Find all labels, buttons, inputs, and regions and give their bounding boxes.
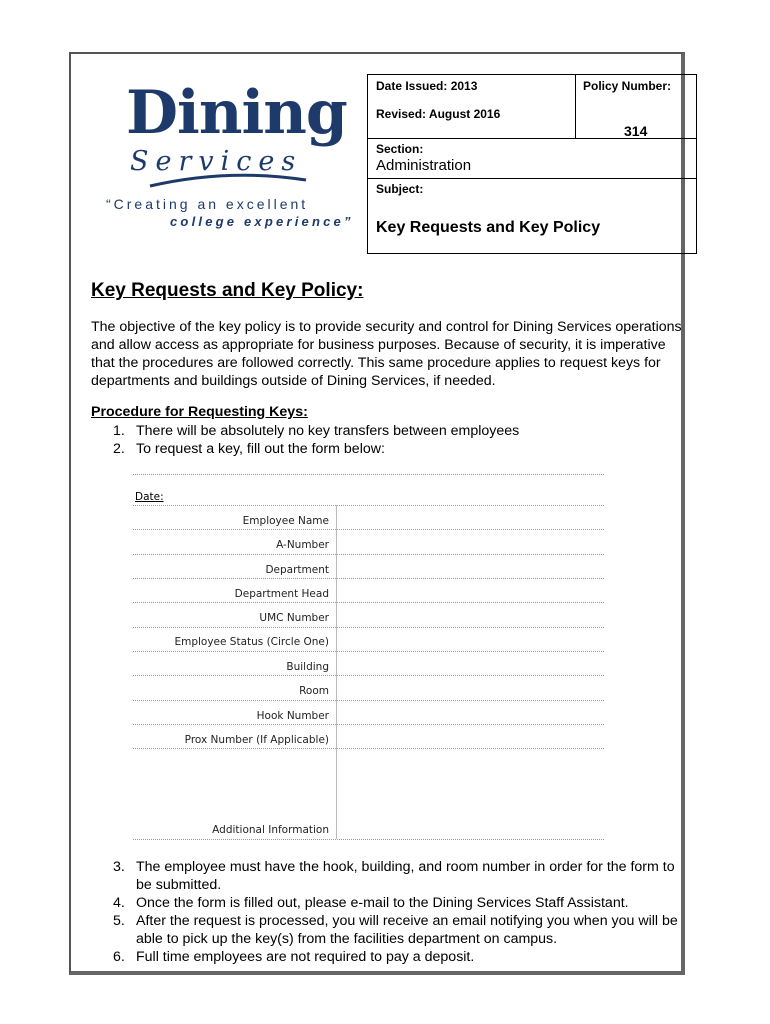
field-a-number-label: A-Number [276,539,329,551]
form-line [133,839,604,840]
header-line [367,74,697,75]
form-line [133,529,604,530]
header-line [367,138,697,139]
field-additional-information-label: Additional Information [212,824,329,836]
header-line [367,253,697,254]
step-number: 2. [113,441,125,457]
field-employee-status-label: Employee Status (Circle One) [174,636,329,648]
form-line [133,474,604,475]
form-line [133,675,604,676]
field-department-label: Department [265,564,329,576]
form-line [133,651,604,652]
header-line [575,74,576,139]
field-hook-number-label: Hook Number [256,710,329,722]
field-umc-number-label: UMC Number [259,612,329,624]
step-number: 6. [113,949,125,965]
step-text: To request a key, fill out the form below: [136,441,385,457]
subject-value: Key Requests and Key Policy [376,219,601,236]
dining-services-logo [90,78,360,238]
form-line [133,724,604,725]
form-line [133,700,604,701]
objective-paragraph: The objective of the key policy is to provide security and control for Dining Services operations and allow access as appropriate for business purposes. Because of security, it is imperative that the procedures are followed correctly. This same procedure applies to request keys for departments and buildings outside of Dining Services, if needed. [91,319,682,389]
policy-title: Key Requests and Key Policy: [91,280,364,301]
step-number: 3. [113,859,125,875]
section-label: Section: [376,142,424,156]
date-issued: Date Issued: 2013 [376,79,478,93]
header-line [367,178,697,179]
step-number: 1. [113,423,125,439]
step-text: Once the form is filled out, please e-mail to the Dining Services Staff Assistant. [136,895,629,911]
logo-tagline-1: “Creating an excellent [106,196,309,212]
form-line [133,627,604,628]
header-line [367,74,368,254]
field-room-label: Room [299,685,329,697]
step-number: 4. [113,895,125,911]
procedure-heading: Procedure for Requesting Keys: [91,404,308,420]
step-text: Full time employees are not required to pay a deposit. [136,949,475,965]
field-building-label: Building [286,661,329,673]
step-text: There will be absolutely no key transfers between employees [136,423,520,439]
logo-tagline-2: college experience” [170,214,354,229]
form-date-label: Date: [135,491,164,503]
form-line [133,748,604,749]
form-line [133,578,604,579]
header-line [696,74,697,254]
form-line [133,505,604,506]
policy-number-label: Policy Number: [583,79,672,93]
step-number: 5. [113,913,125,929]
form-line [133,602,604,603]
field-department-head-label: Department Head [234,588,329,600]
section-value: Administration [376,157,472,174]
form-line [133,554,604,555]
field-prox-number-label: Prox Number (If Applicable) [184,734,329,746]
form-divider [336,505,337,839]
revised-date: Revised: August 2016 [376,107,501,121]
step-text: After the request is processed, you will receive an email notifying you when you will be able to pick up the key(s) from the facilities department on campus. [136,913,678,947]
step-text: The employee must have the hook, building, and room number in order for the form to be submitted. [136,859,675,893]
logo-swoosh-icon [148,166,308,190]
subject-label: Subject: [376,182,424,196]
logo-word-dining: Dining [126,78,347,148]
logo-word-services: Services [130,146,303,177]
policy-number: 314 [624,123,648,139]
field-employee-name-label: Employee Name [242,515,329,527]
